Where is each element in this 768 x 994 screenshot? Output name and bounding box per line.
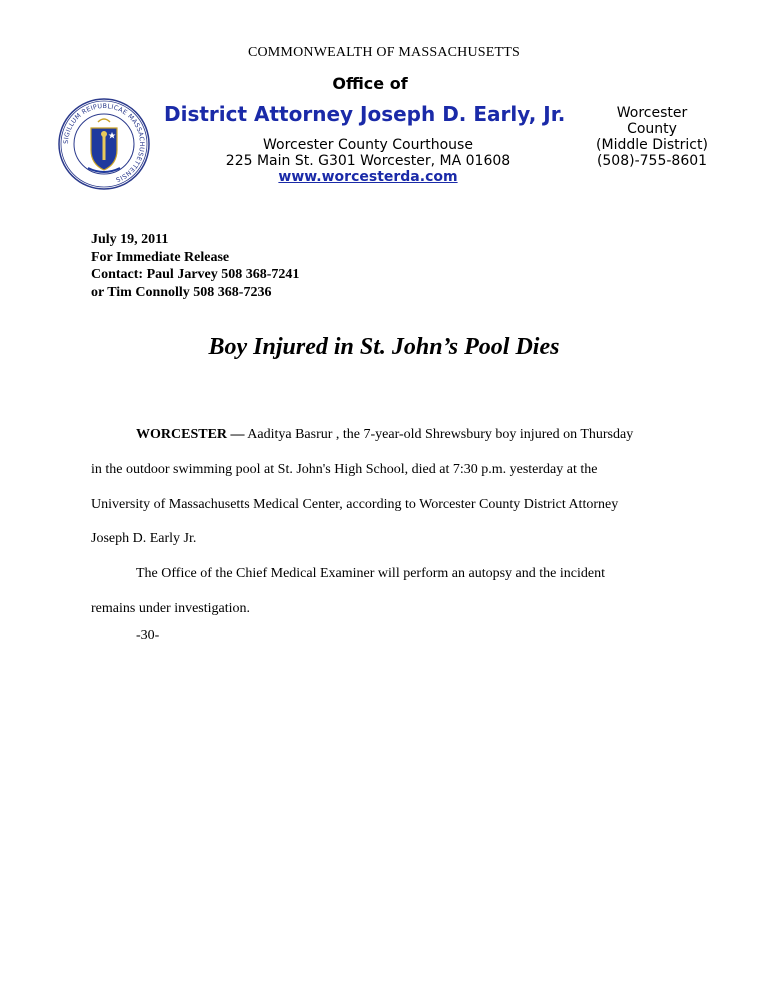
courthouse-name: Worcester County Courthouse	[263, 137, 473, 153]
dateline: WORCESTER —	[136, 427, 245, 442]
paragraph-1-text: Aaditya Basrur , the 7-year-old Shrewsbury boy injured on Thursday	[244, 427, 634, 442]
paragraph-1-line-4: Joseph D. Early Jr.	[91, 531, 197, 547]
paragraph-1-line-3: University of Massachusetts Medical Center, according to Worcester County District Attorney	[91, 496, 619, 512]
release-date: July 19, 2011	[91, 232, 169, 247]
contact-secondary: or Tim Connolly 508 368-7236	[91, 284, 272, 300]
county-name-line1: Worcester	[616, 105, 688, 121]
end-mark: -30-	[136, 628, 160, 643]
seal-text: SIGILLUM REIPUBLICAE MASSACHUSETTENSIS	[61, 101, 147, 184]
paragraph-1-line-1	[91, 418, 691, 453]
county-name-line2: County	[627, 121, 677, 137]
paragraph-1-line-2: in the outdoor swimming pool at St. John's High School, died at 7:30 p.m. yesterday at the	[91, 461, 598, 477]
street-address: 225 Main St. G301 Worcester, MA 01608	[225, 153, 511, 169]
massachusetts-seal	[58, 98, 150, 190]
release-info	[91, 231, 299, 301]
paragraph-2-line-1: The Office of the Chief Medical Examiner will perform an autopsy and the incident	[136, 566, 605, 582]
paragraph-2-line-2: remains under investigation.	[91, 600, 251, 616]
county-phone: (508)-755-8601	[596, 153, 708, 169]
office-of-label: Office of	[332, 74, 408, 93]
county-district: (Middle District)	[596, 137, 708, 153]
release-type: For Immediate Release	[91, 249, 230, 265]
article-body	[91, 418, 691, 627]
district-attorney-name: District Attorney Joseph D. Early, Jr.	[164, 102, 566, 126]
contact-primary: Contact: Paul Jarvey 508 368-7241	[91, 267, 300, 283]
commonwealth-heading: COMMONWEALTH OF MASSACHUSETTS	[247, 45, 521, 60]
headline: Boy Injured in St. John’s Pool Dies	[208, 334, 560, 360]
website-link[interactable]: www.worcesterda.com	[278, 169, 458, 185]
